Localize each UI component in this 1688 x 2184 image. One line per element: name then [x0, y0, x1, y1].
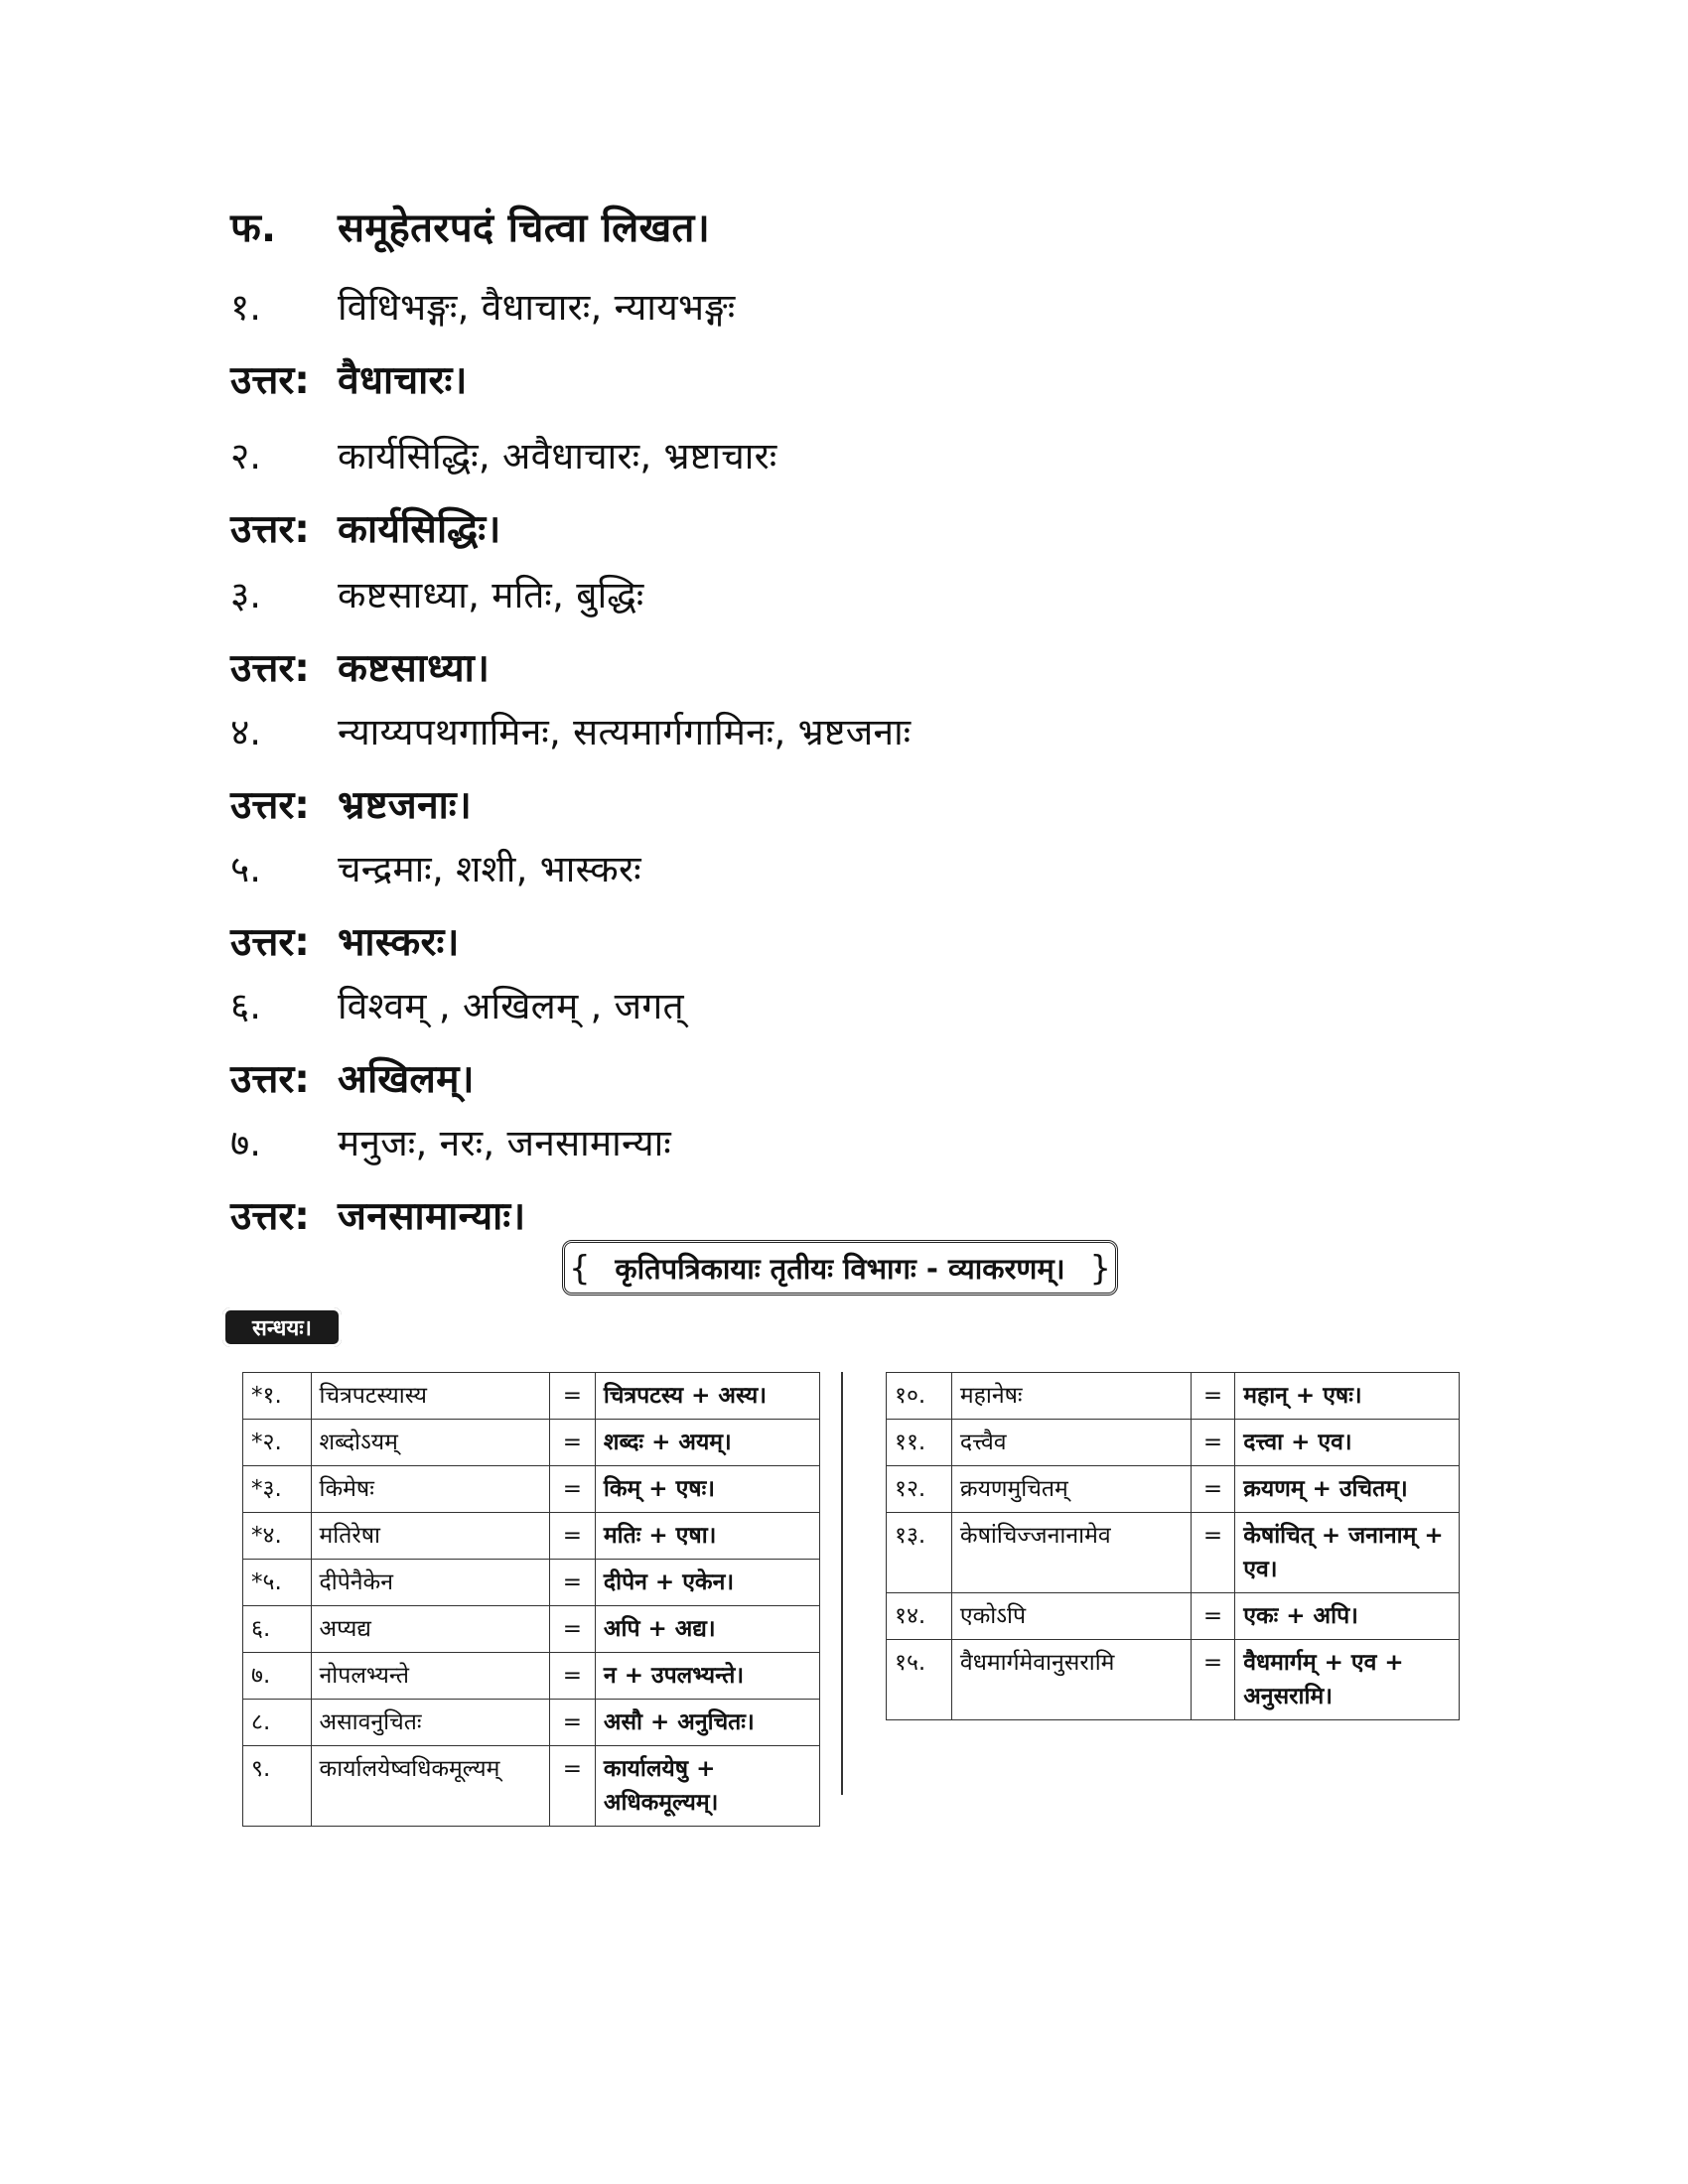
sandhi-split: महान् + एषः।	[1235, 1373, 1460, 1420]
equals-sign: =	[549, 1746, 595, 1827]
sandhi-row	[243, 1420, 820, 1466]
column-divider	[841, 1372, 843, 1795]
question-number: १.	[230, 286, 262, 329]
sandhi-number: १२.	[887, 1466, 952, 1513]
answer-label: उत्तर:	[230, 920, 310, 965]
answer-label: उत्तर:	[230, 1057, 310, 1102]
section-heading	[230, 199, 1323, 253]
equals-sign: =	[1191, 1513, 1234, 1593]
bracket-left-icon: {	[569, 1249, 591, 1289]
equals-sign: =	[549, 1466, 595, 1513]
sandhi-table-right	[886, 1372, 1460, 1720]
equals-sign: =	[549, 1420, 595, 1466]
equals-sign: =	[549, 1700, 595, 1746]
sandhi-row	[243, 1466, 820, 1513]
answer-text: अखिलम्।	[338, 1057, 475, 1102]
answer-text: वैधाचारः।	[338, 358, 468, 403]
answer-text: कष्टसाध्या।	[338, 646, 491, 691]
sandhi-word: कार्यालयेष्वधिकमूल्यम्	[311, 1746, 549, 1827]
sandhi-number: १४.	[887, 1593, 952, 1640]
sandhi-tag: सन्धयः।	[222, 1307, 342, 1347]
equals-sign: =	[1191, 1466, 1234, 1513]
equals-sign: =	[1191, 1420, 1234, 1466]
section-label: फ.	[230, 205, 277, 251]
section-banner	[562, 1240, 1118, 1296]
sandhi-row	[243, 1606, 820, 1653]
sandhi-row	[243, 1373, 820, 1420]
sandhi-split: मतिः + एषा।	[595, 1513, 819, 1560]
sandhi-split: क्रयणम् + उचितम्।	[1235, 1466, 1460, 1513]
question-options: न्याय्यपथगामिनः, सत्यमार्गगामिनः, भ्रष्टजनाः	[338, 711, 912, 753]
sandhi-number: १५.	[887, 1640, 952, 1720]
answer-text: भ्रष्टजनाः।	[338, 783, 473, 828]
sandhi-number: १३.	[887, 1513, 952, 1593]
section-title: समूहेतरपदं चित्वा लिखत।	[338, 205, 711, 251]
equals-sign: =	[549, 1513, 595, 1560]
sandhi-word: एकोऽपि	[951, 1593, 1191, 1640]
sandhi-split: शब्दः + अयम्।	[595, 1420, 819, 1466]
sandhi-word: नोपलभ्यन्ते	[311, 1653, 549, 1700]
question-item	[230, 705, 1323, 830]
equals-sign: =	[1191, 1593, 1234, 1640]
sandhi-word: केषांचिज्जनानामेव	[951, 1513, 1191, 1593]
equals-sign: =	[549, 1653, 595, 1700]
sandhi-split: वैधमार्गम् + एव + अनुसरामि।	[1235, 1640, 1460, 1720]
question-number: ३.	[230, 574, 262, 616]
question-options: कष्टसाध्या, मतिः, बुद्धिः	[338, 574, 644, 616]
question-number: २.	[230, 435, 262, 478]
sandhi-split: कार्यालयेषु + अधिकमूल्यम्।	[595, 1746, 819, 1827]
sandhi-number: ७.	[243, 1653, 312, 1700]
sandhi-split: असौ + अनुचितः।	[595, 1700, 819, 1746]
sandhi-row	[887, 1593, 1460, 1640]
sandhi-word: वैधमार्गमेवानुसरामि	[951, 1640, 1191, 1720]
question-item	[230, 1116, 1323, 1241]
sandhi-row	[887, 1513, 1460, 1593]
equals-sign: =	[549, 1606, 595, 1653]
answer-label: उत्तर:	[230, 507, 310, 552]
sandhi-number: ९.	[243, 1746, 312, 1827]
sandhi-word: अप्यद्य	[311, 1606, 549, 1653]
question-options: चन्द्रमाः, शशी, भास्करः	[338, 848, 641, 890]
sandhi-row	[887, 1640, 1460, 1720]
sandhi-split: केषांचित् + जनानाम् + एव।	[1235, 1513, 1460, 1593]
sandhi-row	[887, 1466, 1460, 1513]
sandhi-number: *२.	[243, 1420, 312, 1466]
sandhi-split: चित्रपटस्य + अस्य।	[595, 1373, 819, 1420]
banner-title: कृतिपत्रिकायाः तृतीयः विभागः - व्याकरणम्।	[615, 1251, 1065, 1286]
sandhi-word: शब्दोऽयम्	[311, 1420, 549, 1466]
sandhi-word: दत्त्वैव	[951, 1420, 1191, 1466]
sandhi-word: दीपेनैकेन	[311, 1560, 549, 1606]
sandhi-word: किमेषः	[311, 1466, 549, 1513]
answer-text: कार्यसिद्धिः।	[338, 507, 501, 552]
sandhi-split: अपि + अद्य।	[595, 1606, 819, 1653]
sandhi-split: किम् + एषः।	[595, 1466, 819, 1513]
answer-label: उत्तर:	[230, 358, 310, 403]
equals-sign: =	[1191, 1640, 1234, 1720]
question-item	[230, 979, 1323, 1104]
answer-text: भास्करः।	[338, 920, 460, 965]
sandhi-word: क्रयणमुचितम्	[951, 1466, 1191, 1513]
answer-text: जनसामान्याः।	[338, 1194, 526, 1239]
sandhi-row	[887, 1420, 1460, 1466]
sandhi-row	[243, 1560, 820, 1606]
sandhi-split: न + उपलभ्यन्ते।	[595, 1653, 819, 1700]
sandhi-table-left	[242, 1372, 820, 1827]
question-item	[230, 280, 1323, 405]
question-options: मनुजः, नरः, जनसामान्याः	[338, 1122, 672, 1164]
equals-sign: =	[1191, 1373, 1234, 1420]
sandhi-row	[243, 1513, 820, 1560]
question-number: ७.	[230, 1122, 262, 1164]
sandhi-row	[243, 1653, 820, 1700]
sandhi-word: मतिरेषा	[311, 1513, 549, 1560]
sandhi-number: *५.	[243, 1560, 312, 1606]
sandhi-number: ६.	[243, 1606, 312, 1653]
sandhi-word: चित्रपटस्यास्य	[311, 1373, 549, 1420]
question-item	[230, 429, 1323, 554]
sandhi-split: एकः + अपि।	[1235, 1593, 1460, 1640]
sandhi-row	[243, 1700, 820, 1746]
question-options: कार्यसिद्धिः, अवैधाचारः, भ्रष्टाचारः	[338, 435, 777, 478]
question-item	[230, 842, 1323, 967]
question-number: ४.	[230, 711, 262, 753]
question-number: ६.	[230, 985, 262, 1027]
sandhi-number: ८.	[243, 1700, 312, 1746]
sandhi-split: दत्त्वा + एव।	[1235, 1420, 1460, 1466]
sandhi-number: *१.	[243, 1373, 312, 1420]
sandhi-word: महानेषः	[951, 1373, 1191, 1420]
question-item	[230, 568, 1323, 693]
bracket-right-icon: }	[1089, 1249, 1111, 1289]
answer-label: उत्तर:	[230, 1194, 310, 1239]
sandhi-number: *३.	[243, 1466, 312, 1513]
equals-sign: =	[549, 1560, 595, 1606]
equals-sign: =	[549, 1373, 595, 1420]
sandhi-row	[243, 1746, 820, 1827]
question-number: ५.	[230, 848, 262, 890]
answer-label: उत्तर:	[230, 783, 310, 828]
sandhi-row	[887, 1373, 1460, 1420]
sandhi-split: दीपेन + एकेन।	[595, 1560, 819, 1606]
question-options: विश्वम् , अखिलम् , जगत्	[338, 985, 684, 1027]
sandhi-number: ११.	[887, 1420, 952, 1466]
answer-label: उत्तर:	[230, 646, 310, 691]
sandhi-number: १०.	[887, 1373, 952, 1420]
sandhi-number: *४.	[243, 1513, 312, 1560]
question-options: विधिभङ्गः, वैधाचारः, न्यायभङ्गः	[338, 286, 736, 329]
sandhi-word: असावनुचितः	[311, 1700, 549, 1746]
